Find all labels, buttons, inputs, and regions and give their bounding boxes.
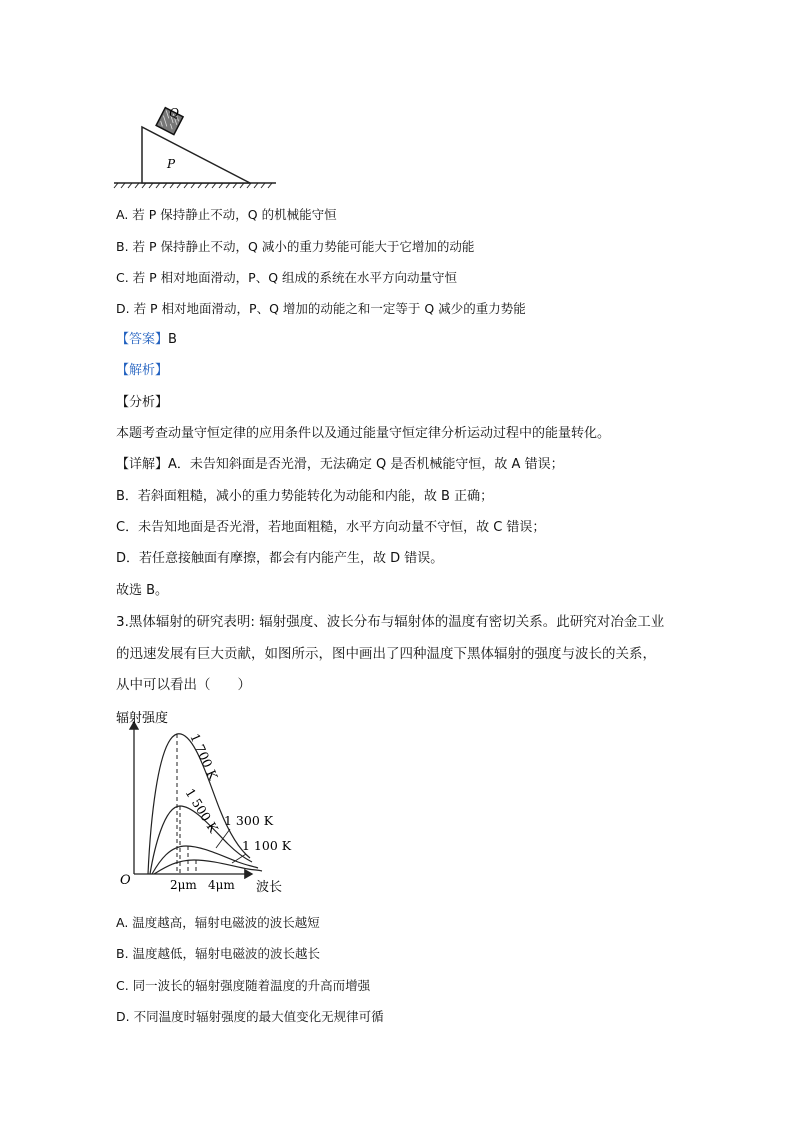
series-label-1100k: 1 100 K xyxy=(242,838,292,853)
series-label-1300k: 1 300 K xyxy=(224,813,274,828)
q3-stem-line-3: 从中可以看出（ ） xyxy=(116,677,251,693)
label-q: Q xyxy=(169,106,179,120)
q2-option-a: A. 若 P 保持静止不动，Q 的机械能守恒 xyxy=(116,207,337,222)
q2-option-d: D. 若 P 相对地面滑动，P、Q 增加的动能之和一定等于 Q 减少的重力势能 xyxy=(116,301,526,316)
conclusion: 故选 B。 xyxy=(116,583,169,598)
blackbody-chart xyxy=(112,710,312,895)
incline-figure xyxy=(112,100,282,192)
origin-label: O xyxy=(120,873,131,888)
detail-a-text: A．未告知斜面是否光滑，无法确定 Q 是否机械能守恒，故 A 错误； xyxy=(168,457,564,472)
q3-option-d: D. 不同温度时辐射强度的最大值变化无规律可循 xyxy=(116,1009,384,1024)
analysis-tag: 【解析】 xyxy=(116,363,169,378)
x-tick-label-2um: 2μm xyxy=(170,878,197,892)
q2-option-c: C. 若 P 相对地面滑动，P、Q 组成的系统在水平方向动量守恒 xyxy=(116,270,458,285)
series-label-1700k: 1 700 K xyxy=(187,731,221,783)
answer-value: B xyxy=(168,332,177,347)
series-label-1500k: 1 500 K xyxy=(182,785,222,836)
q3-option-b: B. 温度越低，辐射电磁波的波长越长 xyxy=(116,946,321,961)
x-tick-label-4um: 4μm xyxy=(208,878,235,892)
answer-tag: 【答案】 xyxy=(116,332,169,347)
fenxi-text: 本题考查动量守恒定律的应用条件以及通过能量守恒定律分析运动过程中的能量转化。 xyxy=(116,426,611,441)
q3-option-c: C. 同一波长的辐射强度随着温度的升高而增强 xyxy=(116,978,371,993)
q3-stem-line-2: 的迅速发展有巨大贡献，如图所示，图中画出了四种温度下黑体辐射的强度与波长的关系， xyxy=(116,646,656,662)
detail-line-b: B．若斜面粗糙，减小的重力势能转化为动能和内能，故 B 正确； xyxy=(116,489,494,504)
incline-p xyxy=(142,127,250,183)
q3-stem-line-1: 3.黑体辐射的研究表明: 辐射强度、波长分布与辐射体的温度有密切关系。此研究对冶金工业 xyxy=(116,614,665,630)
label-p: P xyxy=(167,157,176,171)
x-axis-label: 波长 xyxy=(256,880,283,895)
detail-line-d: D．若任意接触面有摩擦，都会有内能产生，故 D 错误。 xyxy=(116,551,444,566)
leader-1300k xyxy=(216,829,230,848)
answer-line xyxy=(116,331,177,349)
detail-line-a xyxy=(116,456,564,474)
q2-option-b: B. 若 P 保持静止不动，Q 减小的重力势能可能大于它增加的动能 xyxy=(116,239,475,254)
q3-option-a: A. 温度越高，辐射电磁波的波长越短 xyxy=(116,915,320,930)
leader-1100k xyxy=(232,854,246,863)
curve-1100k xyxy=(154,860,262,874)
detail-line-c: C．未告知地面是否光滑，若地面粗糙，水平方向动量不守恒，故 C 错误； xyxy=(116,520,546,535)
fenxi-tag: 【分析】 xyxy=(116,395,169,410)
y-axis-label: 辐射强度 xyxy=(116,711,169,726)
detail-tag: 【详解】 xyxy=(116,457,169,472)
